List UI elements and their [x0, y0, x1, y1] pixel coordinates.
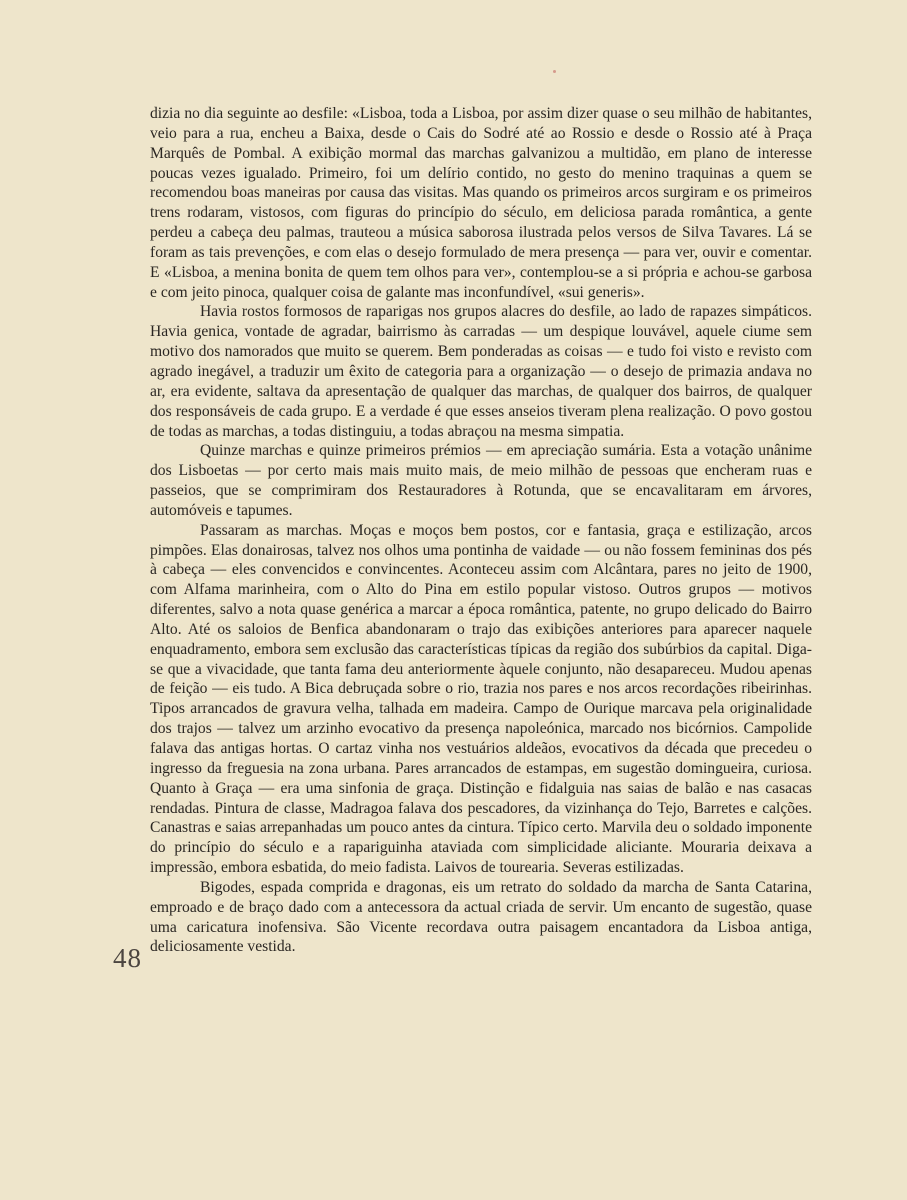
paragraph-1: dizia no dia seguinte ao desfile: «Lisboa, toda a Lisboa, por assim dizer quase o seu milhão de habitantes, veio para a rua, encheu a Baixa, desde o Cais do Sodré até ao Rossio e desde o Rossio até à Praça Marquês de Pombal. A exibição mormal das marchas galvanizou a multidão, em plano de interesse poucas vezes igualado. Primeiro, foi um delírio contido, no gesto do menino traquinas a quem se recomendou boas maneiras por causa das visitas. Mas quando os primeiros arcos surgiram e os primeiros trens rodaram, vistosos, com figuras do princípio do século, em deliciosa parada romântica, a gente perdeu a cabeça deu palmas, trauteou a música saborosa ilustrada pelos versos de Silva Tavares. Lá se foram as tais prevenções, e com elas o desejo formulado de mera presença — para ver, ouvir e comentar. E «Lisboa, a menina bonita de quem tem olhos para ver», contemplou-se a si própria e achou-se garbosa e com jeito pinoca, qualquer coisa de galante mas inconfundível, «sui generis». [150, 105, 812, 301]
paragraph-3: Quinze marchas e quinze primeiros prémios — em apreciação sumária. Esta a votação unânime dos Lisboetas — por certo mais mais muito mais, de meio milhão de pessoas que encheram ruas e passeios, que se comprimiram dos Restauradores à Rotunda, que se encavalitaram em árvores, automóveis e tapumes. [150, 442, 812, 519]
page-number: 48 [113, 943, 142, 973]
paragraph-4: Passaram as marchas. Moças e moços bem postos, cor e fantasia, graça e estilização, arcos pimpões. Elas donairosas, talvez nos olhos uma pontinha de vaidade — ou não fossem femininas dos pés à cabeça — eles convencidos e convincentes. Aconteceu assim com Alcântara, pares no jeito de 1900, com Alfama marinheira, com o Alto do Pina em estilo popular vistoso. Outros grupos — motivos diferentes, salvo a nota quase genérica a marcar a época romântica, patente, no grupo delicado do Bairro Alto. Até os saloios de Benfica abandonaram o trajo das exibições anteriores para aparecer naquele enquadramento, embora sem exclusão das características típicas da região dos subúrbios da capital. Diga-se que a vivacidade, que tanta fama deu anteriormente àquele conjunto, não desapareceu. Mudou apenas de feição — eis tudo. A Bica debruçada sobre o rio, trazia nos pares e nos arcos recordações ribeirinhas. Tipos arrancados de gravura velha, talhada em madeira. Campo de Ourique marcava pela originalidade dos trajos — talvez um arzinho evocativo da presença napoleónica, marcado nos bicórnios. Campolide falava das antigas hortas. O cartaz vinha nos vestuários aldeãos, evocativos da década que precedeu o ingresso da freguesia na zona urbana. Pares arrancados de estampas, em sugestão domingueira, curiosa. Quanto à Graça — era uma sinfonia de graça. Distinção e fidalguia nas saias de balão e nas casacas rendadas. Pintura de classe, Madragoa falava dos pescadores, da vizinhança do Tejo, Barretes e calções. Canastras e saias arrepanhadas um pouco antes da cintura. Típico certo. Marvila deu o soldado imponente do princípio do século e a rapariguinha ataviada com simplicidade aliciante. Mouraria deixava a impressão, embora esbatida, do meio fadista. Laivos de tourearia. Severas estilizadas. [150, 521, 812, 877]
paper-speck [553, 70, 556, 73]
body-text [150, 104, 812, 957]
paragraph-2: Havia rostos formosos de raparigas nos grupos alacres do desfile, ao lado de rapazes simpáticos. Havia genica, vontade de agradar, bairrismo às carradas — um despique louvável, aquele ciume sem motivo dos namorados que muito se querem. Bem ponderadas as coisas — e tudo foi visto e revisto com agrado inegável, a traduzir um êxito de categoria para a organização — o desejo de primazia andava no ar, era evidente, saltava da apresentação de qualquer das marchas, de qualquer dos bairros, de qualquer dos responsáveis de cada grupo. E a verdade é que esses anseios tiveram plena realização. O povo gostou de todas as marchas, a todas distinguiu, a todas abraçou na mesma simpatia. [150, 303, 812, 440]
paragraph-5: Bigodes, espada comprida e dragonas, eis um retrato do soldado da marcha de Santa Catarina, emproado e de braço dado com a antecessora da actual criada de servir. Um encanto de sugestão, quase uma caricatura inofensiva. São Vicente recordava outra paisagem encantadora da Lisboa antiga, deliciosamente vestida. [150, 878, 812, 956]
